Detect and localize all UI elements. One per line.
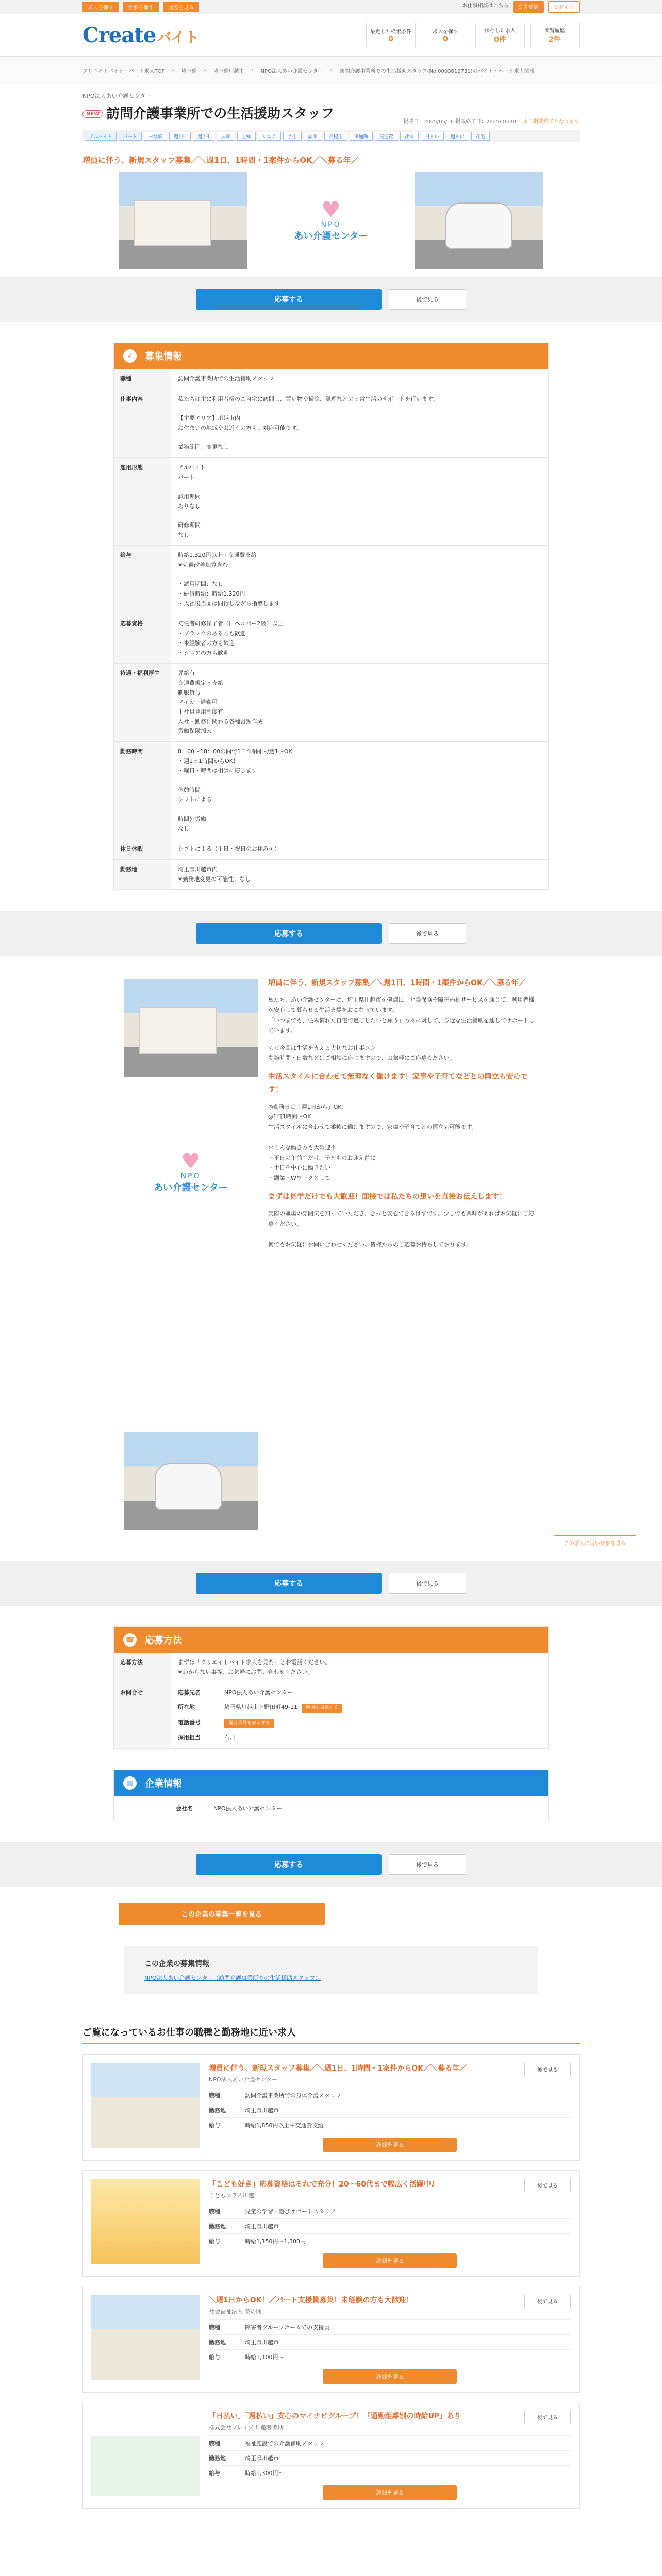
breadcrumb-sep: › <box>330 67 333 73</box>
float-link-row <box>0 1530 662 1550</box>
top-utility-bar <box>0 0 662 14</box>
pr-paragraph-4: 実際の職場の雰囲気を知っていただき、きっと安心できるはずです。少しでも興味があればお気軽にご応募ください。 何でもお気軽にお問い合わせください。皆様からのご応募お待ちしております。 <box>268 1210 535 1248</box>
related-job-company: こどもプラス川越 <box>209 2192 254 2199</box>
feature-tag: パート <box>119 132 142 141</box>
breadcrumb <box>0 57 662 84</box>
car-photo <box>415 172 543 269</box>
recruit-info-section <box>113 343 549 890</box>
row-key: 給与 <box>209 2122 220 2129</box>
row-key: 応募資格 <box>114 614 171 664</box>
row-key: 勤務地 <box>209 2223 226 2230</box>
related-job-company: 株式会社ブレイブ 川越営業所 <box>209 2424 284 2431</box>
related-job-company: 社会福祉法人 茶の間 <box>209 2308 262 2315</box>
catch-copy: 増員に伴う、新規スタッフ募集／＼週1日、1時間・1案件からOK／＼募る年／ <box>82 156 359 165</box>
row-key: 休日休暇 <box>114 839 171 860</box>
related-row-pay <box>209 2233 571 2248</box>
related-job-title[interactable]: 「日払い」「週払い」安心のマイナビグループ！「通勤距離別の時給UP」あり <box>209 2412 461 2420</box>
related-save-button[interactable]: 後で見る <box>524 2179 571 2192</box>
pr-heading-2: 生活スタイルに合わせて無理なく働けます！家事や子育てなどとの両立も安心です！ <box>268 1073 528 1094</box>
company-name-value: NPO法人あい介護センター <box>213 1805 283 1812</box>
site-header <box>0 14 662 57</box>
contact-value: NPO法人あい介護センター <box>224 1689 293 1696</box>
related-job-heading <box>209 2063 467 2088</box>
feature-tag: 社保 <box>400 132 419 141</box>
top-photos <box>0 172 662 269</box>
related-job-company: NPO法人あい介護センター <box>209 2076 278 2083</box>
saved-jobs-label: 保存した求人 <box>485 28 516 34</box>
row-value: シフトによる（土日・祝日のお休み可） <box>171 839 548 860</box>
building-icon: ▦ <box>123 1776 137 1790</box>
top-right-links <box>462 1 580 13</box>
history-count: 2件 <box>549 36 561 44</box>
row-value: 訪問介護事業所での身体介護スタッフ <box>245 2092 341 2099</box>
contact-cell <box>171 1683 548 1748</box>
row-key: 職種 <box>209 2208 220 2215</box>
related-save-button[interactable]: 後で見る <box>524 2295 571 2308</box>
pr-heading-1: 増員に伴う、新規スタッフ募集／＼週1日、1時間・1案件からOK／＼募る年／ <box>268 979 526 988</box>
feature-tag: 週払い <box>446 132 469 141</box>
row-value: まずは「クリエイトバイト求人を見た」とお電話ください。 ※わからない事等、お気軽にお問い合わせください。 <box>171 1653 548 1683</box>
row-value: 時給1,100円〜 <box>245 2353 284 2361</box>
row-key: 待遇・福利厚生 <box>114 664 171 742</box>
apply-method-table <box>114 1653 548 1748</box>
breadcrumb-sep: › <box>172 67 174 73</box>
related-save-button[interactable]: 後で見る <box>524 2063 571 2076</box>
search-jobs-count: 0 <box>443 35 448 43</box>
logo-line-1: NPO <box>321 221 341 229</box>
top-link-0[interactable]: 求人を探す <box>82 2 119 12</box>
save-button[interactable]: 後で見る <box>389 1573 466 1594</box>
recruit-info-table <box>114 369 548 890</box>
related-job-body <box>209 2295 571 2384</box>
breadcrumb-sep: › <box>251 67 254 73</box>
row-key: 給与 <box>114 546 171 614</box>
contact-value: 石川 <box>224 1734 236 1741</box>
related-job-body <box>209 2411 571 2500</box>
heart-icon: ♥ <box>321 197 341 222</box>
row-key: 給与 <box>209 2469 220 2477</box>
pr-car-photo <box>124 1432 258 1530</box>
breadcrumb-sep: › <box>204 67 206 73</box>
new-badge: NEW <box>82 110 103 118</box>
company-job-link[interactable]: NPO法人あい介護センター（訪問介護事業所での生活援助スタッフ） <box>144 1974 321 1981</box>
feature-tag: 副業 <box>304 132 322 141</box>
row-key: 職種 <box>209 2324 220 2331</box>
contact-value: 埼玉県川越市上野田町49-11 <box>224 1704 297 1711</box>
related-jobs-heading: ご覧になっているお仕事の職種と勤務地に近い求人 <box>82 2025 580 2044</box>
save-button[interactable]: 後で見る <box>389 289 466 310</box>
logo-line-2: あい介護センター <box>294 231 368 242</box>
related-row-job <box>209 2088 571 2103</box>
related-job-top <box>209 2411 571 2435</box>
company-jobs-button[interactable]: この企業の募集一覧を見る <box>119 1903 325 1925</box>
related-job-body <box>209 2179 571 2268</box>
row-value: アルバイト パート 試用期間 ありなし 研修期間 なし <box>171 457 548 546</box>
related-list <box>82 2054 580 2509</box>
pr-office-photo <box>124 979 258 1077</box>
table-row <box>114 742 548 839</box>
company-title: 企業情報 <box>145 1778 182 1789</box>
saved-jobs-count: 0件 <box>494 36 506 44</box>
action-band-top <box>0 277 662 322</box>
row-key: 勤務地 <box>114 859 171 889</box>
related-row-pay <box>209 2117 571 2132</box>
related-job-card[interactable] <box>82 2170 580 2277</box>
related-row-pay <box>209 2349 571 2364</box>
breadcrumb-item[interactable]: 埼玉県 <box>181 69 197 74</box>
job-title-block <box>0 84 662 146</box>
recent-search-button[interactable] <box>366 23 416 48</box>
table-row <box>114 1653 548 1683</box>
logo-main: Create <box>82 23 156 47</box>
contact-key: 採用担当 <box>178 1734 201 1741</box>
recent-search-count: 0 <box>388 35 393 43</box>
related-detail-button[interactable]: 詳細を見る <box>323 2485 457 2500</box>
apply-method-header <box>114 1627 548 1653</box>
feature-tag: 交通費 <box>375 132 398 141</box>
heart-icon: ♥ <box>181 1148 201 1174</box>
office-photo <box>119 172 247 269</box>
show-phone-button[interactable]: 電話番号を表示する <box>224 1719 274 1728</box>
table-row <box>114 664 548 742</box>
logo-line-1: NPO <box>180 1172 201 1181</box>
check-icon: ✓ <box>123 349 137 363</box>
car-shape <box>155 1463 222 1510</box>
related-job-heading <box>209 2411 461 2435</box>
history-button[interactable] <box>530 23 580 48</box>
recent-search-label: 最近した検索条件 <box>370 29 411 35</box>
register-button[interactable]: 会員登録 <box>513 1 544 13</box>
related-row-pay <box>209 2465 571 2480</box>
company-header <box>114 1770 548 1796</box>
row-value: 時給1,850円以上＋交通費支給 <box>245 2122 324 2129</box>
top-link-2[interactable]: 履歴を見る <box>163 2 199 12</box>
job-title-text: 訪問介護事業所での生活援助スタッフ <box>106 106 335 122</box>
site-logo[interactable] <box>82 23 198 47</box>
related-job-card[interactable] <box>82 2286 580 2393</box>
table-row <box>114 457 548 546</box>
breadcrumb-item[interactable]: 埼玉県川越市 <box>213 69 244 74</box>
breadcrumb-item[interactable]: クリエイトバイト・パート求人TOP <box>82 69 165 74</box>
table-row <box>114 1683 548 1748</box>
row-key: 勤務時間 <box>114 742 171 839</box>
logo-sub: バイト <box>157 29 199 46</box>
table-row <box>114 369 548 389</box>
contact-key: 所在地 <box>178 1704 195 1711</box>
row-value: 時給1,320円以上＋交通費支給 ※処遇改善加算含む ・試用期間：なし ・研修時給：時給1,320円 ・入社後当面は同行しながら指導します <box>171 546 548 614</box>
related-job-card[interactable] <box>82 2054 580 2161</box>
search-jobs-button[interactable] <box>421 23 470 48</box>
map-button[interactable]: 地図を表示する <box>302 1704 342 1713</box>
related-row-place <box>209 2218 571 2233</box>
pr-paragraph-2: ＜＜今回は生活を支える大切なお仕事＞＞ 勤務時間・日数などはご相談に応じますので、お気軽にご応募ください。 <box>268 1044 455 1062</box>
row-value: 訪問介護事業所での生活援助スタッフ <box>171 369 548 389</box>
related-job-top <box>209 2063 571 2088</box>
related-jobs <box>82 2025 580 2509</box>
feature-tag: 学生 <box>283 132 302 141</box>
company-info <box>114 1796 548 1821</box>
table-row <box>114 839 548 860</box>
related-job-image <box>91 2063 200 2148</box>
related-job-top <box>209 2295 571 2319</box>
row-value: 児童の学習・遊びサポートスタッフ <box>245 2208 336 2215</box>
table-row <box>114 614 548 664</box>
breadcrumb-item[interactable]: NPO法人あい介護センター <box>260 69 323 74</box>
row-key: 給与 <box>209 2238 220 2245</box>
deadline-note: 本日掲載終了となります <box>523 119 580 125</box>
pr-text <box>268 977 538 1530</box>
feature-tag: 主婦 <box>237 132 256 141</box>
table-row <box>114 546 548 614</box>
row-key: 勤務地 <box>209 2107 226 2114</box>
related-row-place <box>209 2334 571 2349</box>
feature-tag: 扶養 <box>217 132 235 141</box>
contact-grid <box>178 1688 541 1743</box>
contact-key: 電話番号 <box>178 1719 201 1726</box>
feature-tags <box>82 130 580 142</box>
feature-tag: 週1日 <box>169 132 191 141</box>
feature-tag: 車通勤 <box>350 132 373 141</box>
row-key: 応募方法 <box>114 1653 171 1683</box>
row-value: 8：00～18：00の間で1日4時間〜/週1〜OK ・週1日1時間からOK！ ・曜日・時間は相談に応じます 休憩時間 シフトによる 時間外労働 なし <box>171 742 548 839</box>
related-job-image <box>91 2411 200 2496</box>
row-key: 雇用形態 <box>114 457 171 546</box>
table-row <box>114 389 548 457</box>
row-key: 職種 <box>209 2439 220 2447</box>
history-label: 閲覧履歴 <box>544 28 565 34</box>
action-band-bottom <box>0 1561 662 1606</box>
row-key: お問合せ <box>114 1683 171 1748</box>
car-shape <box>445 202 512 249</box>
pr-heading-3: まずは見学だけでも大歓迎！面接では私たちの想いを直接お伝えします！ <box>268 1192 506 1201</box>
row-value: 時給1,150円〜1,300円 <box>245 2238 306 2245</box>
row-value: 初任者研修修了者（旧ヘルパー2級）以上 ・ブランクのある方も歓迎 ・未経験者の方も歓迎 ・シニアの方も歓迎 <box>171 614 548 664</box>
deadline-date: 掲載終了日：2025/06/30 <box>455 119 516 125</box>
row-key: 勤務地 <box>209 2454 226 2462</box>
building-shape <box>134 200 211 246</box>
company-jobs-title: この企業の募集情報 <box>144 1959 209 1968</box>
related-row-place <box>209 2450 571 2465</box>
table-row <box>114 859 548 889</box>
related-row-job <box>209 2204 571 2218</box>
related-row-job <box>209 2435 571 2450</box>
related-detail-button[interactable]: 詳細を見る <box>323 2253 457 2268</box>
recruit-info-header <box>114 343 548 369</box>
row-key: 給与 <box>209 2353 220 2361</box>
recruit-info-title: 募集情報 <box>145 351 182 362</box>
row-value: 埼玉県川越市内 ※勤務地変更の可能性：なし <box>171 859 548 889</box>
posted-date: 掲載日：2025/05/16 <box>403 119 454 125</box>
row-value: 障害者グループホームでの支援員 <box>245 2324 330 2331</box>
related-job-image <box>91 2179 200 2264</box>
feature-tag: シニア <box>258 132 281 141</box>
related-job-image <box>91 2295 200 2380</box>
feature-tag: 在宅 <box>471 132 490 141</box>
company-name-label: 会社名 <box>176 1805 193 1812</box>
building-shape <box>139 1007 217 1054</box>
related-job-heading <box>209 2179 436 2204</box>
row-value: 時給1,300円〜 <box>245 2469 284 2477</box>
save-button[interactable]: 後で見る <box>389 923 466 944</box>
action-band-middle <box>0 911 662 956</box>
row-value: 埼玉県川越市 <box>245 2107 279 2114</box>
npo-logo <box>279 172 383 269</box>
feature-tag: 高校生 <box>324 132 347 141</box>
row-value: 埼玉県川越市 <box>245 2454 279 2462</box>
feature-tag: 未経験 <box>144 132 167 141</box>
feature-tag: 日払い <box>421 132 444 141</box>
row-key: 職種 <box>209 2092 220 2099</box>
apply-button[interactable]: 応募する <box>196 1573 382 1594</box>
row-value: 私たちは主に利用者様のご自宅に訪問し、買い物や掃除、調理などの日常生活のサポートを行います。 【主要エリア】川越市内 お住まいの地域やお近くの方も、対応可能です。 業務範囲：変更なし <box>171 389 548 457</box>
contact-phone-row <box>224 1718 541 1728</box>
related-job-body <box>209 2063 571 2152</box>
row-key: 仕事内容 <box>114 389 171 457</box>
login-button[interactable]: ログイン <box>548 1 580 13</box>
related-detail-button[interactable]: 詳細を見る <box>323 2369 457 2384</box>
related-job-heading <box>209 2295 413 2319</box>
consult-link[interactable]: お仕事相談はこちら <box>462 3 509 9</box>
related-save-button[interactable]: 後で見る <box>524 2411 571 2424</box>
top-left-links <box>82 2 199 12</box>
apply-button[interactable]: 応募する <box>196 923 382 944</box>
row-key: 勤務地 <box>209 2338 226 2346</box>
related-detail-button[interactable]: 詳細を見る <box>323 2138 457 2152</box>
row-value: 埼玉県川越市 <box>245 2338 279 2346</box>
related-job-top <box>209 2179 571 2204</box>
company-section <box>113 1770 549 1821</box>
phone-icon: ☎ <box>123 1633 137 1647</box>
related-job-title[interactable]: ＼週1日からOK！／パート支援員募集！未経験の方も大歓迎！ <box>209 2296 413 2304</box>
apply-button[interactable]: 応募する <box>196 289 382 310</box>
pr-images <box>124 977 258 1530</box>
apply-method-section <box>113 1626 549 1749</box>
logo-line-2: あい介護センター <box>154 1182 228 1194</box>
company-name: NPO法人あい介護センター <box>82 93 152 99</box>
row-value: 昇給有 交通費規定内支給 制服貸与 マイカー通勤可 正社員登用制度有 入社・勤務に関わる各種書類作成 労働保険加入 <box>171 664 548 742</box>
apply-method-title: 応募方法 <box>145 1635 182 1647</box>
related-job-title[interactable]: 増員に伴う、新規スタッフ募集／＼週1日、1時間・1案件からOK／＼募る年／ <box>209 2064 467 2073</box>
page-bottom-spacer <box>0 2518 662 2538</box>
search-jobs-label: 求人を探す <box>433 29 458 35</box>
feature-tag: アルバイト <box>85 132 117 141</box>
pr-paragraph-1: 私たち、あい介護センターは、埼玉県川越市を拠点に、介護保険や障害福祉サービスを通じて、利用者様が安心して暮らせる生活支援をおこなっています。 「いつまでも、住み慣れた自宅で過ごしたいと願う」方々に対して、身近な生活援助を通してサポートしています。 <box>268 996 535 1034</box>
breadcrumb-current: 訪問介護事業所での生活援助スタッフ(No.0003612731)のバイト・パート求人情報 <box>339 69 535 74</box>
row-value: 埼玉県川越市 <box>245 2223 279 2230</box>
similar-jobs-link[interactable]: この求人に近い仕事を見る <box>554 1535 636 1550</box>
apply-button[interactable]: 応募する <box>196 1854 382 1875</box>
pr-section <box>124 977 538 1530</box>
company-jobs-box <box>124 1946 538 1994</box>
related-row-job <box>209 2319 571 2334</box>
contact-key: 応募先名 <box>178 1689 201 1696</box>
top-link-1[interactable]: 仕事を探す <box>123 2 159 12</box>
saved-jobs-button[interactable] <box>475 23 525 48</box>
related-row-place <box>209 2103 571 2117</box>
save-button[interactable]: 後で見る <box>389 1854 466 1875</box>
contact-address-row <box>224 1703 541 1713</box>
feature-tag: 週2日 <box>193 132 214 141</box>
pr-paragraph-3: ◎勤務日は「週1日から」OK！ ◎1日1時間〜OK 生活スタイルに合わせて柔軟に働けますので、家事や子育てとの両立も可能です。 ＊こんな働き方も大歓迎＊ ・平日の午前中だけ、子どものお迎え前に ・土日を中心に働きたい ・副業・Wワークとして <box>268 1103 477 1182</box>
header-nav <box>366 23 580 48</box>
related-job-card[interactable] <box>82 2402 580 2509</box>
pr-npo-logo <box>124 1123 258 1221</box>
row-key: 職種 <box>114 369 171 389</box>
action-band-company <box>0 1842 662 1887</box>
related-job-title[interactable]: 「こども好き」応募資格はそれで充分！20〜60代まで幅広く活躍中♪ <box>209 2180 436 2189</box>
row-value: 福祉施設での介護補助スタッフ <box>245 2439 324 2447</box>
